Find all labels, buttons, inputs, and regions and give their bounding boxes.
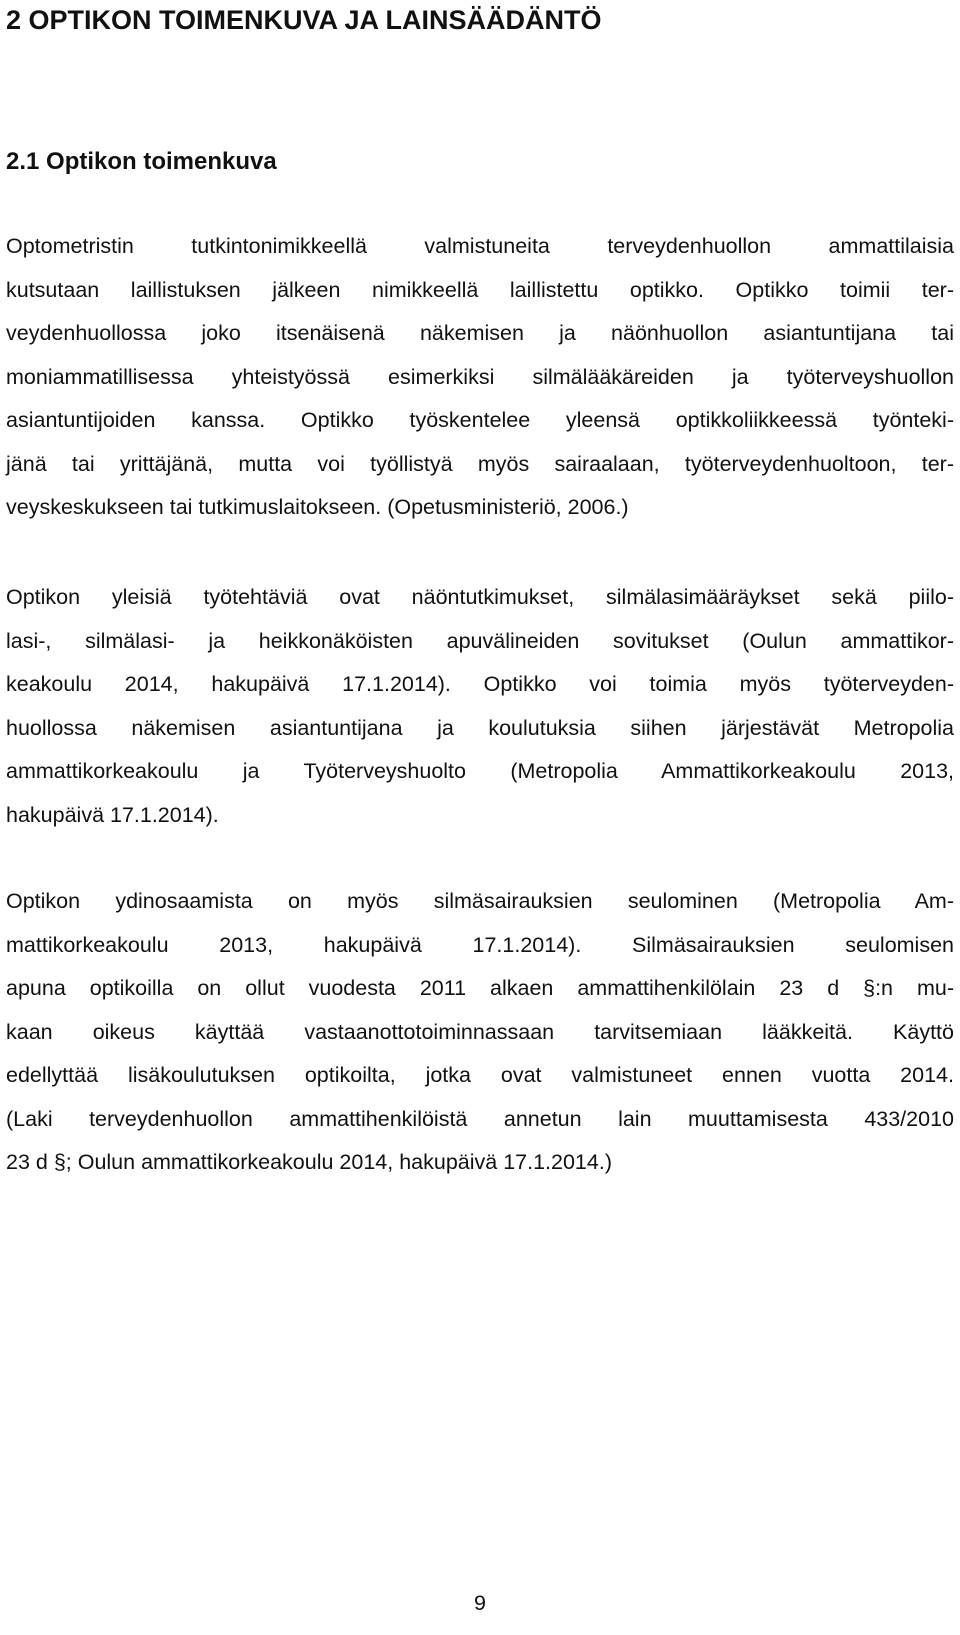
text-line: moniammatillisessa yhteistyössä esimerkiksi silmälääkäreiden ja työterveyshuollon xyxy=(6,364,954,389)
text-line: 23 d §; Oulun ammattikorkeakoulu 2014, hakupäivä 17.1.2014.) xyxy=(6,1150,612,1174)
text-line: hakupäivä 17.1.2014). xyxy=(6,802,219,827)
text-line: jänä tai yrittäjänä, mutta voi työllistyä myös sairaalaan, työterveydenhuoltoon, ter- xyxy=(6,451,954,476)
text-line: ammattikorkeakoulu ja Työterveyshuolto (Metropolia Ammattikorkeakoulu 2013, xyxy=(6,759,954,783)
text-line: mattikorkeakoulu 2013, hakupäivä 17.1.2014). Silmäsairauksien seulomisen xyxy=(6,932,954,957)
text-line: veyskeskukseen tai tutkimuslaitokseen. (Opetusministeriö, 2006.) xyxy=(6,495,629,519)
text-line: huollossa näkemisen asiantuntijana ja koulutuksia siihen järjestävät Metropolia xyxy=(6,715,954,740)
text-line: (Laki terveydenhuollon ammattihenkilöistä annetun lain muuttamisesta 433/2010 xyxy=(6,1106,954,1131)
text-line: asiantuntijoiden kanssa. Optikko työskentelee yleensä optikkoliikkeessä työnteki- xyxy=(6,408,954,432)
paragraph-1 xyxy=(6,225,954,530)
text-line: Optikon ydinosaamista on myös silmäsairauksien seulominen (Metropolia Am- xyxy=(6,889,954,913)
text-line: veydenhuollossa joko itsenäisenä näkemisen ja näönhuollon asiantuntijana tai xyxy=(6,321,954,345)
text-line: keakoulu 2014, hakupäivä 17.1.2014). Optikko voi toimia myös työterveyden- xyxy=(6,672,954,696)
text-line: apuna optikoilla on ollut vuodesta 2011 alkaen ammattihenkilölain 23 d §:n mu- xyxy=(6,976,954,1000)
text-line: edellyttää lisäkoulutuksen optikoilta, jotka ovat valmistuneet ennen vuotta 2014. xyxy=(6,1063,954,1087)
text-line: kaan oikeus käyttää vastaanottotoiminnassaan tarvitsemiaan lääkkeitä. Käyttö xyxy=(6,1019,954,1044)
chapter-heading: 2 OPTIKON TOIMENKUVA JA LAINSÄÄDÄNTÖ xyxy=(6,5,602,35)
page-number: 9 xyxy=(474,1591,486,1615)
paragraph-2 xyxy=(6,576,954,837)
text-line: Optometristin tutkintonimikkeellä valmistuneita terveydenhuollon ammattilaisia xyxy=(6,234,954,258)
text-line: Optikon yleisiä työtehtäviä ovat näöntutkimukset, silmälasimääräykset sekä piilo- xyxy=(6,585,954,609)
section-heading: 2.1 Optikon toimenkuva xyxy=(6,148,277,175)
paragraph-3 xyxy=(6,880,954,1185)
text-line: lasi-, silmälasi- ja heikkonäköisten apuvälineiden sovitukset (Oulun ammattikor- xyxy=(6,628,954,653)
text-line: kutsutaan laillistuksen jälkeen nimikkeellä laillistettu optikko. Optikko toimii ter- xyxy=(6,277,954,302)
